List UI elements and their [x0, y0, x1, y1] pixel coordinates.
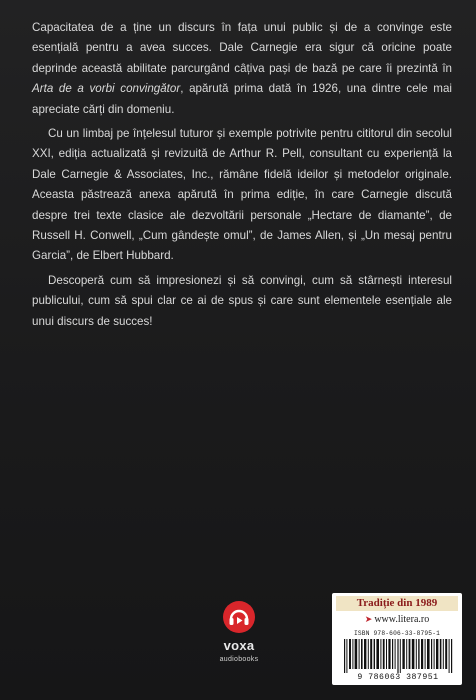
publisher-name: voxa	[223, 638, 255, 653]
description-paragraph-1-end: , apărută prima dată în 1926, una dintre cele mai apreciate cărți din domeniu.	[32, 82, 452, 116]
website-text: www.litera.ro	[374, 614, 430, 625]
description-paragraph-1-start: Capacitatea de a ține un discurs în fața unui public și de a convinge este esențială pentru a avea succes. Dale Carnegie era sigur că oricine poate deprinde această abilitate parcurgând câțiva pași de bază pe care îi prezintă în	[32, 21, 452, 75]
barcode-digits: 9 786063 387951	[357, 673, 439, 682]
description-paragraph-3: Descoperă cum să impresionezi și să convingi, cum să stârnești interesul publicului, cum să spui clar ce ai de spus și care sunt elementele esențiale ale unui discurs de succes!	[32, 273, 452, 328]
tradition-banner: Tradiție din 1989	[336, 596, 458, 611]
headphones-play-icon	[222, 600, 256, 634]
book-title-italic: Arta de a vorbi convingător	[32, 82, 181, 96]
litera-arrow-icon: ➤	[364, 614, 373, 624]
description-paragraph-1	[32, 18, 452, 120]
isbn-text: ISBN 978-606-33-8795-1	[353, 630, 441, 637]
publisher-logo	[215, 600, 263, 680]
publisher-subtitle: audiobooks	[219, 656, 259, 663]
description-paragraph-2: Cu un limbaj pe înțelesul tuturor și exemple potrivite pentru cititorul din secolul XXI, ediția actualizată și revizuită de Arthur R. Pell, consultant cu experiență la Dale Carnegie & Associates, Inc., rămâne fidelă ideilor și metodelor originale. Aceasta păstrează anexa apărută în prima ediție, în care Carnegie discută despre trei texte clasice ale dezvoltării personale „Hectare de diamante”, de Russell H. Conwell, „Cum gândește omul”, de James Allen, și „Un mesaj pentru Garcia”, de Elbert Hubbard.	[32, 127, 452, 263]
barcode-icon	[344, 639, 454, 673]
publisher-website	[336, 613, 458, 626]
cover-description	[32, 18, 452, 336]
barcode-label	[332, 593, 462, 685]
